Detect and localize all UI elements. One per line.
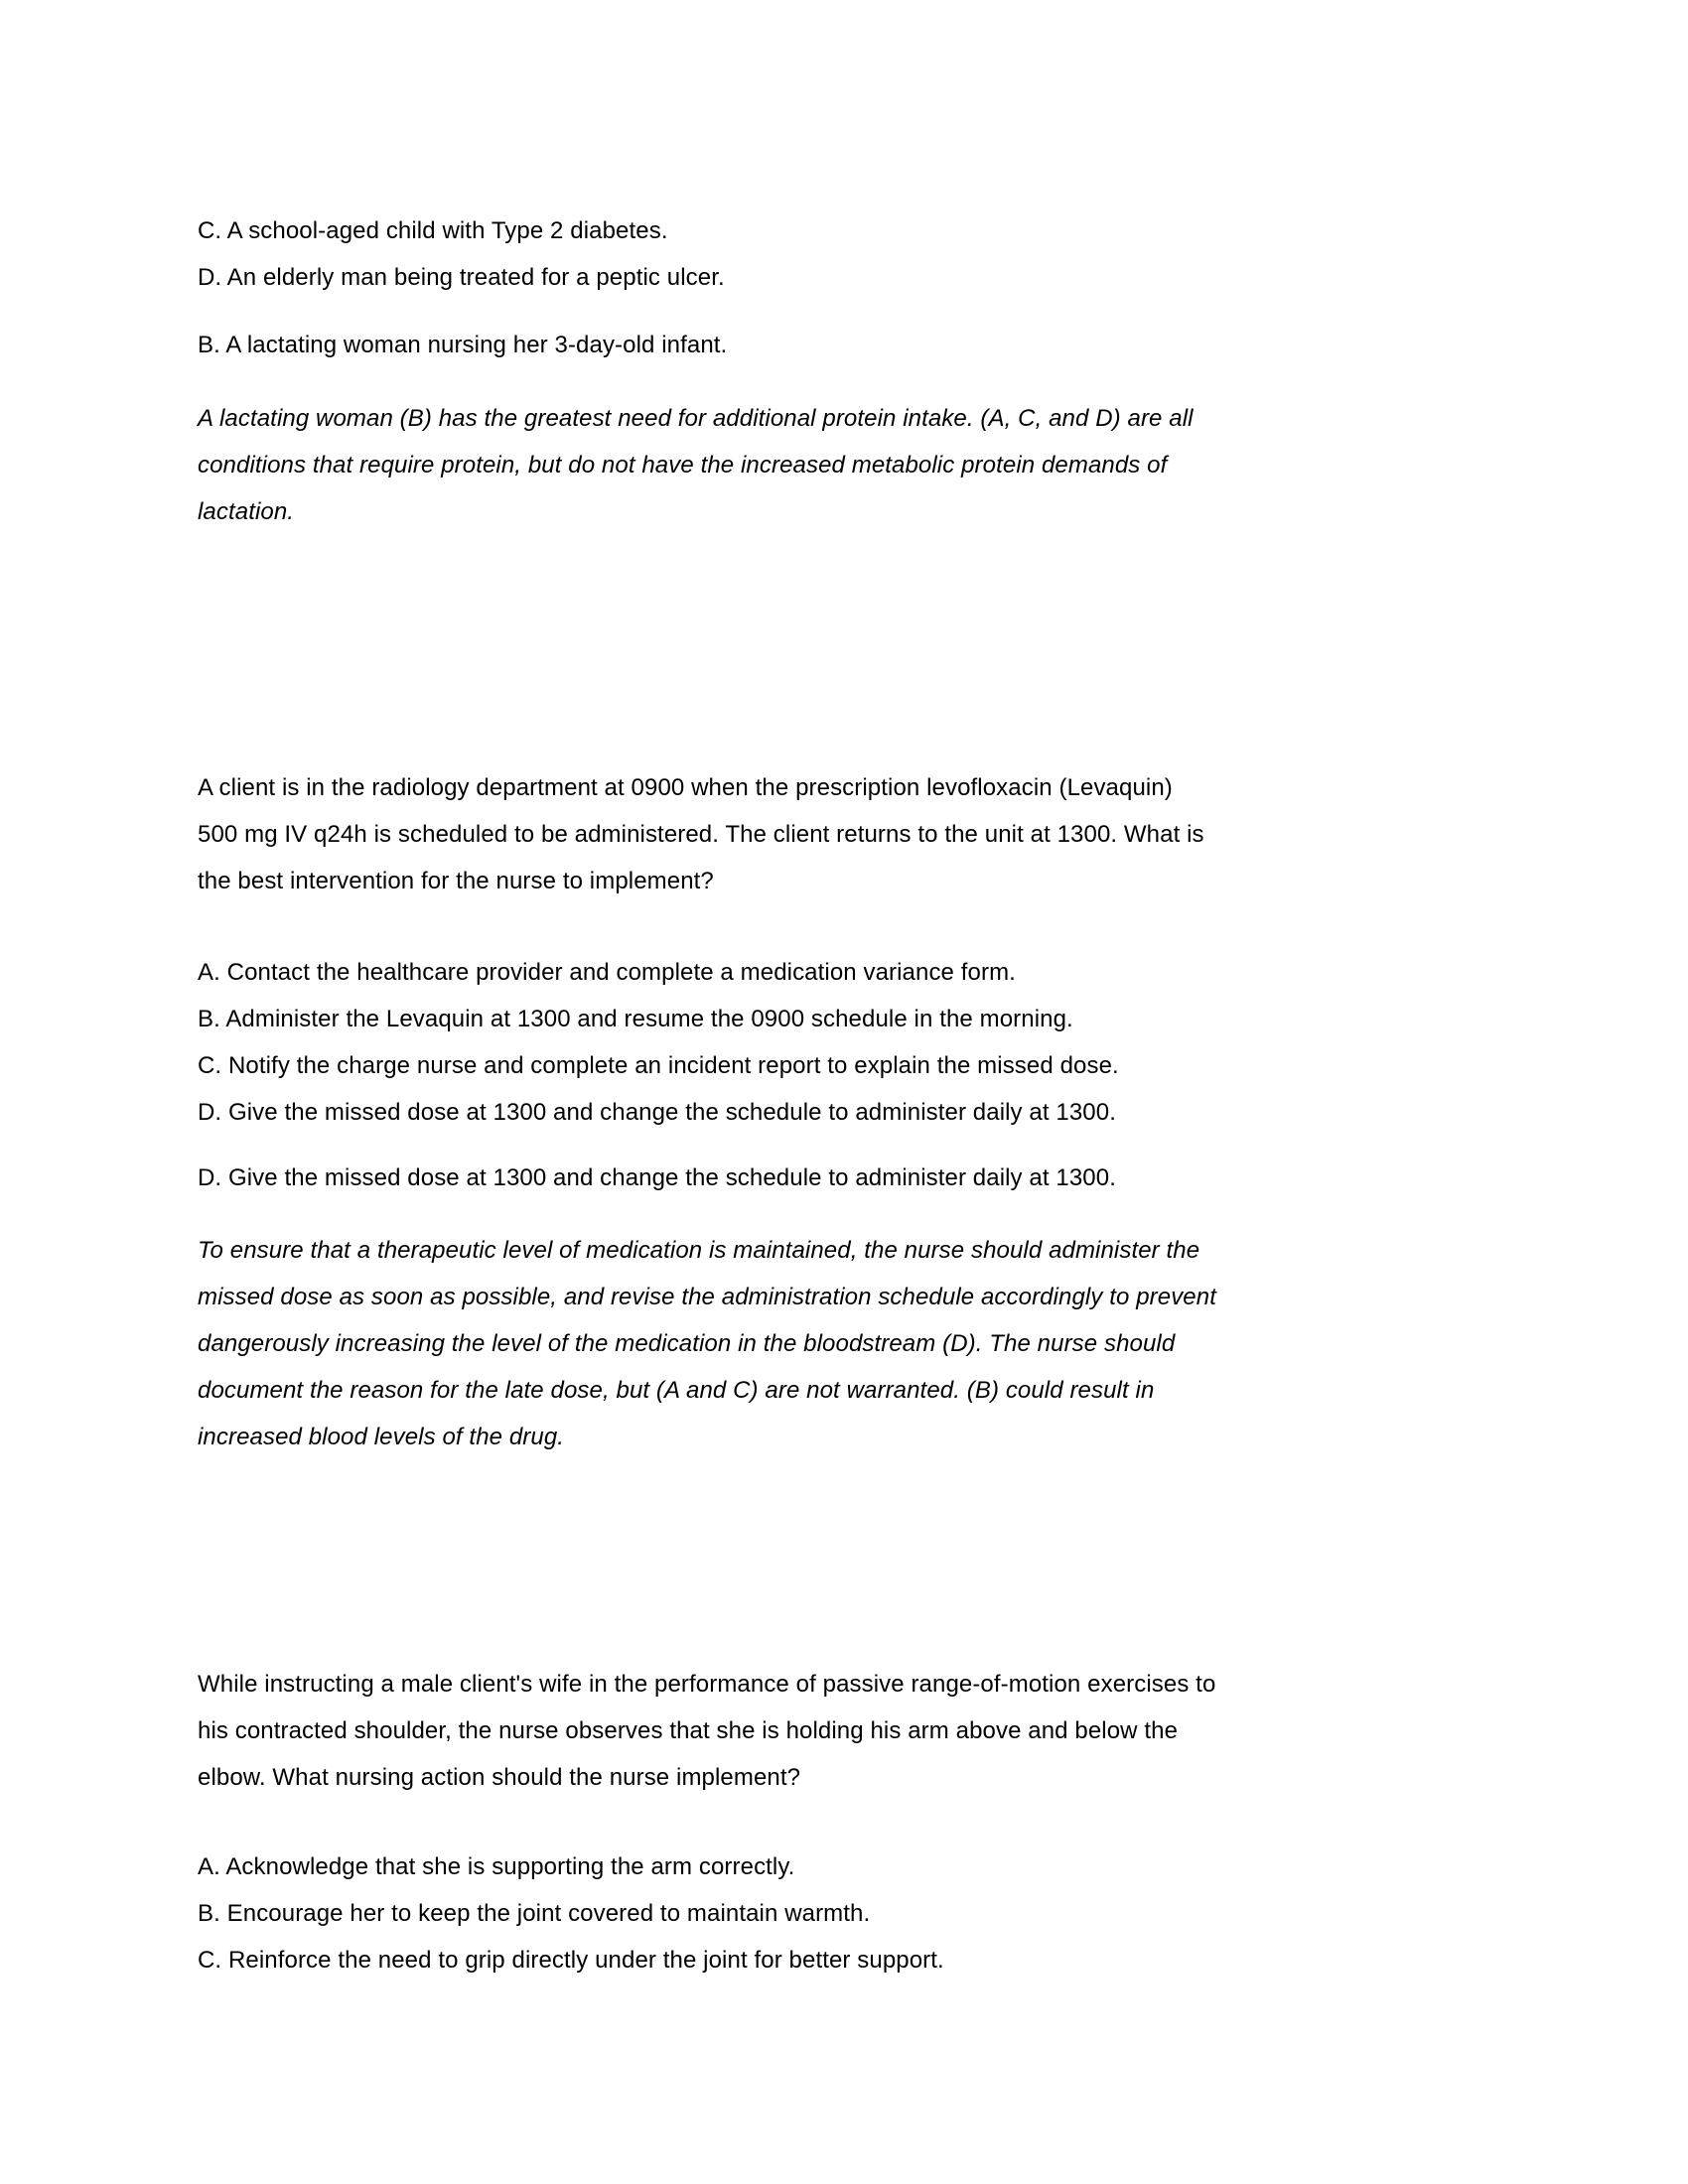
question-line: his contracted shoulder, the nurse observes that she is holding his arm above and below the [198,1717,1179,1744]
correct-answer-line: D. Give the missed dose at 1300 and change the schedule to administer daily at 1300. [198,1164,1116,1191]
rationale-line: document the reason for the late dose, but (A and C) are not warranted. (B) could result in [198,1377,1155,1404]
question1-correct-answer [198,322,1588,368]
question-line: elbow. What nursing action should the nurse implement? [198,1764,801,1791]
document-page [198,0,1588,1983]
question1-options-tail [198,207,1588,301]
answer-option-d: D. An elderly man being treated for a peptic ulcer. [198,264,725,291]
answer-option-c: C. Reinforce the need to grip directly under the joint for better support. [198,1947,944,1974]
answer-option-c: C. A school-aged child with Type 2 diabetes. [198,217,668,244]
question2-rationale [198,1227,1588,1460]
question-line: the best intervention for the nurse to implement? [198,868,714,894]
question1-rationale [198,395,1588,535]
answer-option-a: A. Contact the healthcare provider and complete a medication variance form. [198,959,1016,986]
answer-option-c: C. Notify the charge nurse and complete an incident report to explain the missed dose. [198,1052,1119,1079]
answer-option-a: A. Acknowledge that she is supporting the arm correctly. [198,1853,795,1880]
rationale-line: A lactating woman (B) has the greatest need for additional protein intake. (A, C, and D) are all [198,405,1194,432]
question3-options [198,1843,1588,1983]
rationale-line: conditions that require protein, but do not have the increased metabolic protein demands of [198,452,1168,478]
answer-option-d: D. Give the missed dose at 1300 and change the schedule to administer daily at 1300. [198,1099,1116,1126]
rationale-line: dangerously increasing the level of the medication in the bloodstream (D). The nurse should [198,1330,1176,1357]
rationale-line: increased blood levels of the drug. [198,1424,565,1450]
rationale-line: missed dose as soon as possible, and revise the administration schedule accordingly to prevent [198,1284,1216,1310]
question2-correct-answer [198,1155,1588,1201]
question2-options [198,949,1588,1136]
question-line: While instructing a male client's wife in the performance of passive range-of-motion exercises to [198,1671,1216,1698]
rationale-line: To ensure that a therapeutic level of medication is maintained, the nurse should administer the [198,1237,1200,1264]
correct-answer-line: B. A lactating woman nursing her 3-day-old infant. [198,332,728,358]
question2-stem [198,764,1588,904]
question3-stem [198,1661,1588,1801]
question-line: 500 mg IV q24h is scheduled to be administered. The client returns to the unit at 1300. What is [198,821,1204,848]
answer-option-b: B. Encourage her to keep the joint covered to maintain warmth. [198,1900,871,1927]
rationale-line: lactation. [198,498,295,525]
answer-option-b: B. Administer the Levaquin at 1300 and resume the 0900 schedule in the morning. [198,1006,1073,1032]
question-line: A client is in the radiology department at 0900 when the prescription levofloxacin (Levaquin) [198,774,1173,801]
